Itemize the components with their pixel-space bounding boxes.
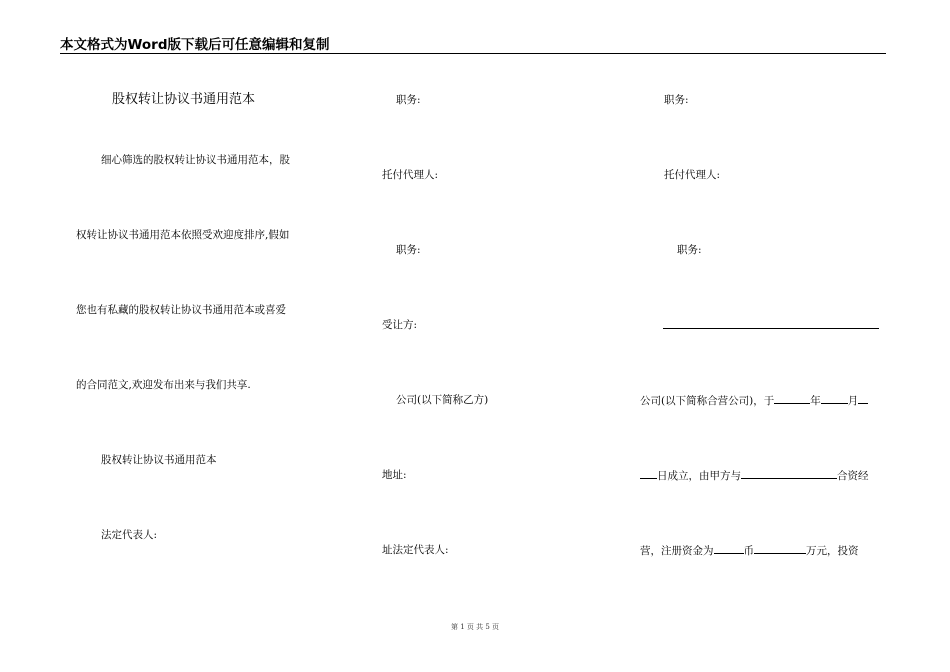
currency-blank xyxy=(714,543,744,554)
intro-line-3: 您也有私藏的股权转让协议书通用范本或喜爱 xyxy=(76,304,286,316)
capital-line xyxy=(640,543,859,558)
company-b-label: 公司(以下简称乙方) xyxy=(396,394,489,406)
established-line xyxy=(640,468,869,483)
currency-label: 币 xyxy=(743,545,754,557)
col3-position-label-2: 职务: xyxy=(677,244,702,256)
address-legal-rep-label: 址法定代表人: xyxy=(382,544,449,556)
jv-operation-text: 合资经 xyxy=(837,470,869,482)
legal-rep-label: 法定代表人: xyxy=(101,529,158,541)
amount-blank xyxy=(754,543,806,554)
transferee-label: 受让方: xyxy=(382,319,418,331)
year-blank xyxy=(774,393,810,404)
page-footer: 第 1 页 共 5 页 xyxy=(450,623,500,631)
operation-text: 营，注册资金为 xyxy=(640,545,714,557)
jv-company-text: 公司(以下简称合营公司)，于 xyxy=(640,395,775,407)
established-text: 日成立，由甲方与 xyxy=(657,470,741,482)
col3-agent-label: 托付代理人: xyxy=(664,169,721,181)
col3-position-label-1: 职务: xyxy=(664,94,689,106)
month-label: 月 xyxy=(847,395,859,407)
col2-position-label-1: 职务: xyxy=(396,94,421,106)
partner-blank xyxy=(741,468,837,479)
address-label: 地址: xyxy=(382,469,407,481)
intro-line-1: 细心筛选的股权转让协议书通用范本，股 xyxy=(101,154,290,166)
header-text: 本文格式为Word版下载后可任意编辑和复制 xyxy=(60,37,330,53)
col2-position-label-2: 职务: xyxy=(396,244,421,256)
subtitle: 股权转让协议书通用范本 xyxy=(101,454,217,466)
jv-company-line xyxy=(640,393,868,408)
col2-agent-label: 托付代理人: xyxy=(382,169,439,181)
signature-line xyxy=(663,328,879,329)
year-label: 年 xyxy=(810,395,821,407)
wan-yuan-text: 万元，投资 xyxy=(806,545,859,557)
intro-line-2: 权转让协议书通用范本依照受欢迎度排序,假如 xyxy=(76,229,290,241)
intro-line-4: 的合同范文,欢迎发布出来与我们共享. xyxy=(76,379,251,391)
day-blank-start xyxy=(858,393,868,404)
month-blank xyxy=(821,393,848,404)
page-header xyxy=(60,33,886,54)
document-title: 股权转让协议书通用范本 xyxy=(112,92,256,107)
day-blank-end xyxy=(640,468,657,479)
